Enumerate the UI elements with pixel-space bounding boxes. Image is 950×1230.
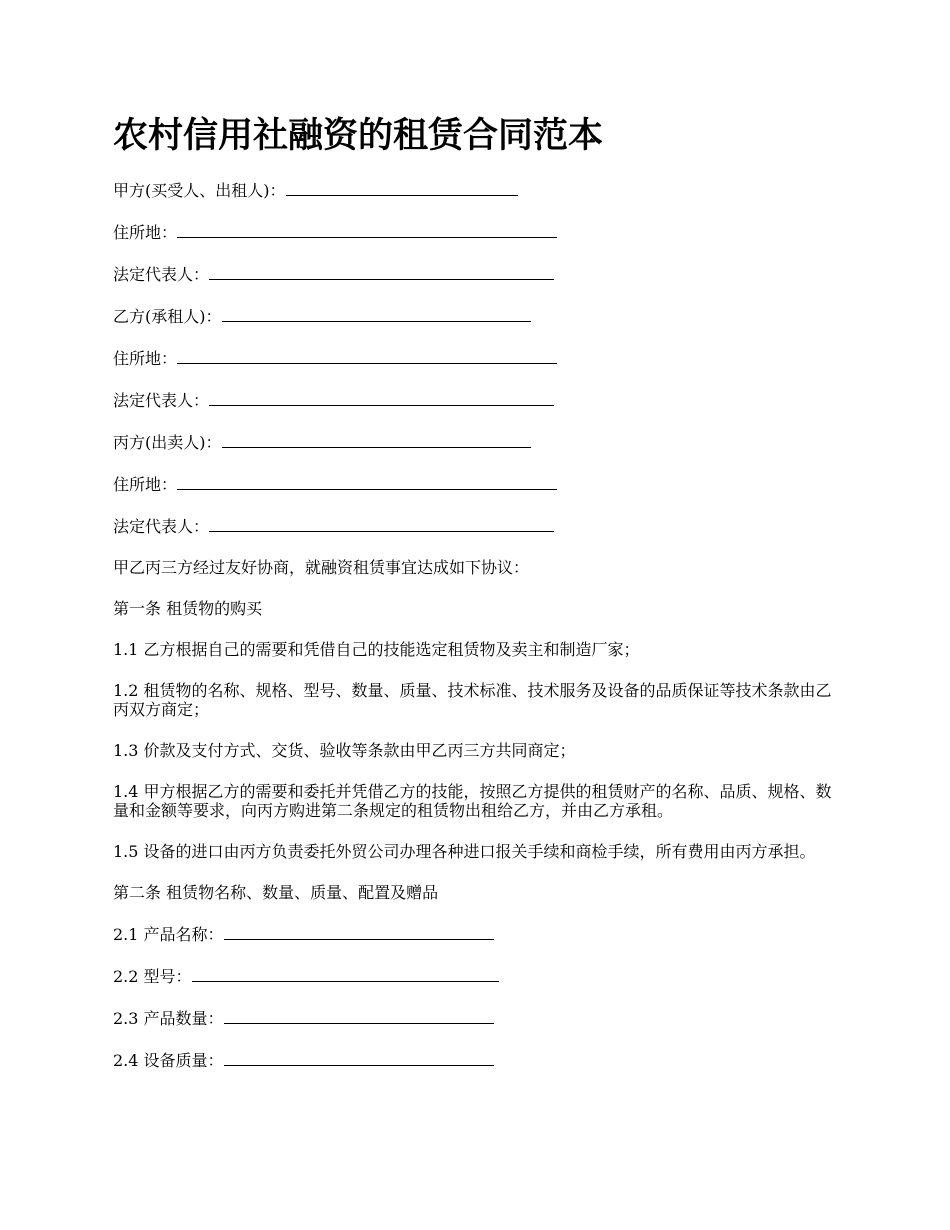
field-label: 法定代表人： <box>113 517 210 536</box>
party-a-representative-field <box>113 264 843 284</box>
fill-blank-line <box>222 306 531 322</box>
party-c-field <box>113 432 843 452</box>
fill-blank-line <box>222 432 531 448</box>
party-c-representative-field <box>113 516 843 536</box>
article-1-section <box>113 599 843 861</box>
equipment-quality-field <box>113 1050 843 1070</box>
clause-1-3: 1.3 价款及支付方式、交货、验收等条款由甲乙丙三方共同商定； <box>113 741 576 760</box>
model-field <box>113 966 843 986</box>
fill-blank-line <box>209 516 554 532</box>
fill-blank-line <box>224 1008 494 1024</box>
clause-1-2: 1.2 租赁物的名称、规格、型号、数量、质量、技术标准、技术服务及设备的品质保证等技术条款由乙丙双方商定； <box>113 681 832 719</box>
field-label: 2.4 设备质量： <box>113 1051 224 1070</box>
clause-1-5: 1.5 设备的进口由丙方负责委托外贸公司办理各种进口报关手续和商检手续，所有费用由丙方承担。 <box>113 842 816 861</box>
party-c-address-field <box>113 474 843 494</box>
field-label: 甲方(买受人、出租人)： <box>113 181 286 200</box>
document-title: 农村信用社融资的租赁合同范本 <box>113 116 604 156</box>
article-2-heading: 第二条 租赁物名称、数量、质量、配置及赠品 <box>113 883 439 902</box>
article-1-heading: 第一条 租赁物的购买 <box>113 599 263 618</box>
party-a-field <box>113 180 843 200</box>
product-name-field <box>113 924 843 944</box>
clause-1-4: 1.4 甲方根据乙方的需要和委托并凭借乙方的技能，按照乙方提供的租赁财产的名称、品质、规格、数量和金额等要求，向丙方购进第二条规定的租赁物出租给乙方，并由乙方承租。 <box>113 782 832 820</box>
article-2-section <box>113 883 843 1070</box>
field-label: 法定代表人： <box>113 265 210 284</box>
field-label: 乙方(承租人)： <box>113 307 222 326</box>
clause-1-1: 1.1 乙方根据自己的需要和凭借自己的技能选定租赁物及卖主和制造厂家； <box>113 640 640 659</box>
party-a-address-field <box>113 222 843 242</box>
fill-blank-line <box>209 264 554 280</box>
fill-blank-line <box>177 474 557 490</box>
field-label: 丙方(出卖人)： <box>113 433 222 452</box>
fill-blank-line <box>224 924 494 940</box>
contract-document <box>113 110 843 1092</box>
field-label: 法定代表人： <box>113 391 210 410</box>
party-b-representative-field <box>113 390 843 410</box>
fill-blank-line <box>224 1050 494 1066</box>
fill-blank-line <box>177 222 557 238</box>
field-label: 2.3 产品数量： <box>113 1009 224 1028</box>
fill-blank-line <box>209 390 554 406</box>
field-label: 住所地： <box>113 349 178 368</box>
field-label: 2.1 产品名称： <box>113 925 224 944</box>
field-label: 住所地： <box>113 223 178 242</box>
intro-paragraph: 甲乙丙三方经过友好协商，就融资租赁事宜达成如下协议： <box>113 558 530 577</box>
fill-blank-line <box>286 180 518 196</box>
party-section <box>113 180 843 536</box>
product-quantity-field <box>113 1008 843 1028</box>
party-b-address-field <box>113 348 843 368</box>
party-b-field <box>113 306 843 326</box>
field-label: 2.2 型号： <box>113 967 192 986</box>
fill-blank-line <box>192 966 499 982</box>
field-label: 住所地： <box>113 475 178 494</box>
fill-blank-line <box>177 348 557 364</box>
